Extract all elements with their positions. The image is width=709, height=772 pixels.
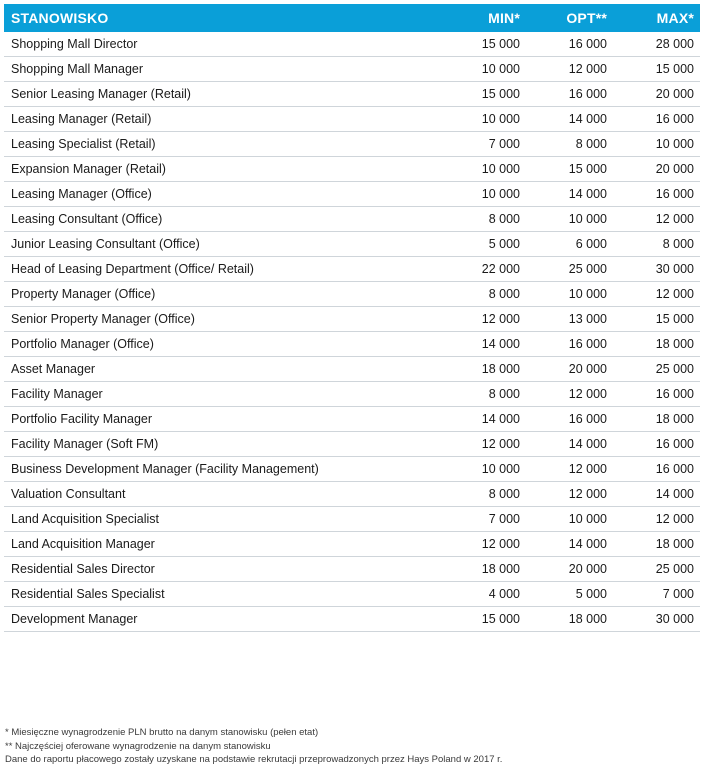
- table-row: [4, 207, 700, 232]
- cell-min: 12 000: [440, 532, 526, 557]
- cell-max: 25 000: [613, 357, 700, 382]
- cell-min: 10 000: [440, 57, 526, 82]
- cell-max: 8 000: [613, 232, 700, 257]
- cell-max: 20 000: [613, 82, 700, 107]
- cell-opt: 16 000: [526, 407, 613, 432]
- cell-min: 7 000: [440, 507, 526, 532]
- table-row: [4, 157, 700, 182]
- cell-min: 8 000: [440, 207, 526, 232]
- salary-table: [4, 4, 700, 632]
- cell-opt: 16 000: [526, 82, 613, 107]
- cell-opt: 10 000: [526, 282, 613, 307]
- cell-position: Residential Sales Specialist: [4, 582, 440, 607]
- cell-position: Leasing Specialist (Retail): [4, 132, 440, 157]
- cell-min: 5 000: [440, 232, 526, 257]
- cell-min: 14 000: [440, 332, 526, 357]
- cell-min: 15 000: [440, 32, 526, 57]
- cell-opt: 12 000: [526, 57, 613, 82]
- cell-position: Residential Sales Director: [4, 557, 440, 582]
- cell-min: 14 000: [440, 407, 526, 432]
- cell-min: 10 000: [440, 182, 526, 207]
- cell-opt: 20 000: [526, 357, 613, 382]
- cell-min: 12 000: [440, 307, 526, 332]
- cell-max: 16 000: [613, 107, 700, 132]
- cell-min: 15 000: [440, 607, 526, 632]
- table-header: [4, 4, 700, 32]
- footnote-min-max: * Miesięczne wynagrodzenie PLN brutto na danym stanowisku (pełen etat): [5, 727, 319, 738]
- table-row: [4, 82, 700, 107]
- cell-opt: 16 000: [526, 332, 613, 357]
- table-row: [4, 307, 700, 332]
- table-row: [4, 232, 700, 257]
- cell-max: 16 000: [613, 182, 700, 207]
- cell-opt: 10 000: [526, 207, 613, 232]
- cell-opt: 12 000: [526, 482, 613, 507]
- cell-position: Leasing Consultant (Office): [4, 207, 440, 232]
- cell-position: Development Manager: [4, 607, 440, 632]
- cell-position: Senior Leasing Manager (Retail): [4, 82, 440, 107]
- table-row: [4, 132, 700, 157]
- cell-position: Land Acquisition Manager: [4, 532, 440, 557]
- footnote-opt: ** Najczęściej oferowane wynagrodzenie na danym stanowisku: [5, 740, 271, 752]
- cell-opt: 12 000: [526, 457, 613, 482]
- table-row: [4, 582, 700, 607]
- cell-max: 18 000: [613, 532, 700, 557]
- cell-position: Property Manager (Office): [4, 282, 440, 307]
- salary-table-container: [4, 4, 700, 632]
- cell-min: 4 000: [440, 582, 526, 607]
- cell-min: 10 000: [440, 157, 526, 182]
- cell-max: 12 000: [613, 507, 700, 532]
- table-row: [4, 557, 700, 582]
- cell-opt: 14 000: [526, 107, 613, 132]
- header-row: [4, 4, 700, 32]
- header-max: MAX*: [613, 4, 700, 32]
- cell-opt: 12 000: [526, 382, 613, 407]
- header-opt: OPT**: [526, 4, 613, 32]
- cell-max: 15 000: [613, 307, 700, 332]
- cell-max: 16 000: [613, 382, 700, 407]
- cell-max: 18 000: [613, 332, 700, 357]
- cell-position: Valuation Consultant: [4, 482, 440, 507]
- cell-max: 16 000: [613, 457, 700, 482]
- table-row: [4, 457, 700, 482]
- cell-min: 15 000: [440, 82, 526, 107]
- cell-opt: 16 000: [526, 32, 613, 57]
- cell-position: Senior Property Manager (Office): [4, 307, 440, 332]
- cell-position: Portfolio Manager (Office): [4, 332, 440, 357]
- cell-position: Asset Manager: [4, 357, 440, 382]
- cell-max: 12 000: [613, 207, 700, 232]
- header-position: STANOWISKO: [4, 4, 440, 32]
- cell-position: Shopping Mall Director: [4, 32, 440, 57]
- cell-opt: 8 000: [526, 132, 613, 157]
- cell-min: 18 000: [440, 557, 526, 582]
- table-row: [4, 532, 700, 557]
- cell-opt: 5 000: [526, 582, 613, 607]
- cell-position: Facility Manager: [4, 382, 440, 407]
- table-row: [4, 507, 700, 532]
- cell-position: Expansion Manager (Retail): [4, 157, 440, 182]
- table-row: [4, 182, 700, 207]
- cell-position: Leasing Manager (Retail): [4, 107, 440, 132]
- cell-max: 12 000: [613, 282, 700, 307]
- cell-position: Head of Leasing Department (Office/ Retail): [4, 257, 440, 282]
- cell-min: 12 000: [440, 432, 526, 457]
- cell-opt: 14 000: [526, 182, 613, 207]
- table-row: [4, 107, 700, 132]
- cell-max: 7 000: [613, 582, 700, 607]
- cell-opt: 10 000: [526, 507, 613, 532]
- table-row: [4, 332, 700, 357]
- cell-min: 8 000: [440, 282, 526, 307]
- footnote-source: Dane do raportu płacowego zostały uzyskane na podstawie rekrutacji przeprowadzonych przez Hays Poland w 2017 r.: [5, 754, 503, 765]
- cell-opt: 13 000: [526, 307, 613, 332]
- cell-opt: 6 000: [526, 232, 613, 257]
- cell-position: Junior Leasing Consultant (Office): [4, 232, 440, 257]
- cell-min: 10 000: [440, 457, 526, 482]
- cell-min: 7 000: [440, 132, 526, 157]
- table-row: [4, 357, 700, 382]
- cell-position: Facility Manager (Soft FM): [4, 432, 440, 457]
- cell-min: 10 000: [440, 107, 526, 132]
- cell-max: 30 000: [613, 607, 700, 632]
- cell-opt: 18 000: [526, 607, 613, 632]
- cell-max: 18 000: [613, 407, 700, 432]
- cell-min: 22 000: [440, 257, 526, 282]
- cell-max: 14 000: [613, 482, 700, 507]
- cell-position: Business Development Manager (Facility Management): [4, 457, 440, 482]
- cell-position: Portfolio Facility Manager: [4, 407, 440, 432]
- cell-min: 8 000: [440, 482, 526, 507]
- cell-max: 25 000: [613, 557, 700, 582]
- cell-position: Shopping Mall Manager: [4, 57, 440, 82]
- table-row: [4, 382, 700, 407]
- table-row: [4, 407, 700, 432]
- table-row: [4, 282, 700, 307]
- cell-max: 20 000: [613, 157, 700, 182]
- cell-opt: 14 000: [526, 432, 613, 457]
- cell-opt: 20 000: [526, 557, 613, 582]
- table-row: [4, 32, 700, 57]
- cell-position: Leasing Manager (Office): [4, 182, 440, 207]
- cell-min: 8 000: [440, 382, 526, 407]
- table-row: [4, 257, 700, 282]
- cell-opt: 25 000: [526, 257, 613, 282]
- footnotes: [5, 726, 502, 767]
- table-row: [4, 432, 700, 457]
- cell-max: 10 000: [613, 132, 700, 157]
- cell-opt: 14 000: [526, 532, 613, 557]
- cell-max: 15 000: [613, 57, 700, 82]
- table-row: [4, 57, 700, 82]
- cell-max: 28 000: [613, 32, 700, 57]
- cell-min: 18 000: [440, 357, 526, 382]
- table-row: [4, 482, 700, 507]
- cell-max: 30 000: [613, 257, 700, 282]
- cell-position: Land Acquisition Specialist: [4, 507, 440, 532]
- header-min: MIN*: [440, 4, 526, 32]
- table-row: [4, 607, 700, 632]
- cell-max: 16 000: [613, 432, 700, 457]
- table-body: [4, 32, 700, 632]
- cell-opt: 15 000: [526, 157, 613, 182]
